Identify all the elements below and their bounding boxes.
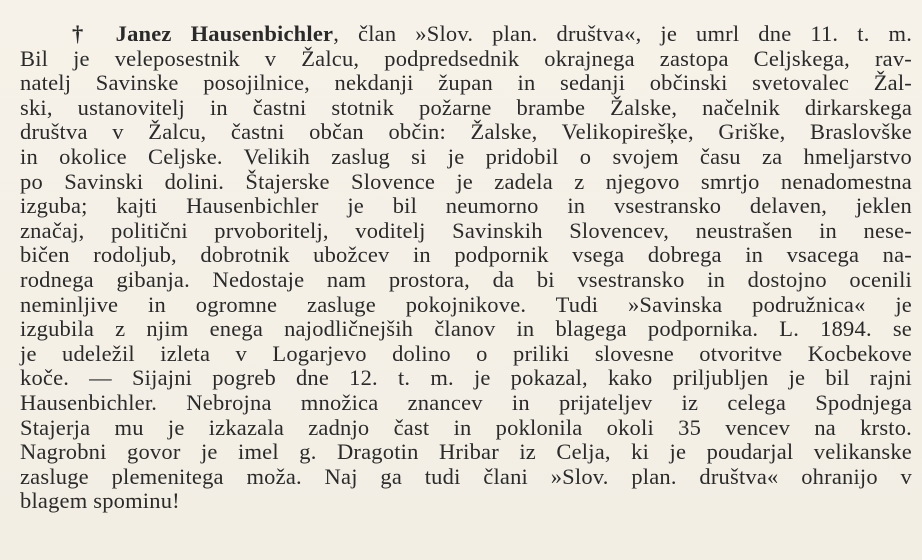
text-line: po Savinski dolini. Štajerske Slovence je zadela z njegovo smrtjo nenadomestna xyxy=(20,168,912,194)
text-line: Stajerja mu je izkazala zadnjo čast in poklonila okoli 35 vencev na krsto. xyxy=(20,414,912,440)
text-line: izgubila z njim enega najodličnejših članov in blagega podpornika. L. 1894. se xyxy=(20,316,912,342)
line-text: , član »Slov. plan. društva«, je umrl dne 11. t. m. xyxy=(333,21,913,46)
text-line: blagem spominu! xyxy=(20,488,180,514)
text-line: bičen rodoljub, dobrotnik ubožcev in podpornik vsega dobrega in vsacega na- xyxy=(20,242,912,268)
text-line: društva v Žalcu, častni občan občin: Žalske, Velikopirešķe, Griške, Braslovške xyxy=(20,119,912,145)
deceased-name: Janez Hausenbichler xyxy=(115,21,334,46)
text-line: ski, ustanovitelj in častni stotnik požarne brambe Žalske, načelnik dirkarskega xyxy=(20,94,912,120)
text-line: Nagrobni govor je imel g. Dragotin Hribar iz Celja, ki je poudarjal velikanske xyxy=(20,439,912,465)
text-line: značaj, politični prvoboritelj, voditelj Savinskih Slovencev, neustrašen in nese- xyxy=(20,217,912,243)
text-line: neminljive in ogromne zasluge pokojnikove. Tudi »Savinska podružnica« je xyxy=(20,291,912,317)
text-line: rodnega gibanja. Nedostaje nam prostora, da bi vsestransko in dostojno ocenili xyxy=(20,266,912,292)
text-line: in okolice Celjske. Velikih zaslug si je pridobil o svojem času za hmeljarstvo xyxy=(20,143,912,169)
text-line: koče. — Sijajni pogreb dne 12. t. m. je pokazal, kako priljubljen je bil rajni xyxy=(20,365,912,391)
text-line: je udeležil izleta v Logarjevo dolino o priliki slovesne otvoritve Kocbekove xyxy=(20,340,912,366)
text-line: Bil je veleposestnik v Žalcu, podpredsednik okrajnega zastopa Celjskega, rav- xyxy=(20,45,912,71)
text-line xyxy=(20,22,912,47)
text-line: natelj Savinske posojilnice, nekdanji župan in sedanji občinski svetovalec Žal- xyxy=(20,70,912,96)
text-line: izguba; kajti Hausenbichler je bil neumorno in vsestransko delaven, jeklen xyxy=(20,193,912,219)
text-line: zasluge plemenitega moža. Naj ga tudi člani »Slov. plan. društva« ohranijo v xyxy=(20,463,912,489)
text-line: Hausenbichler. Nebrojna množica znancev in prijateljev iz celega Spodnjega xyxy=(20,389,912,415)
dagger-mark: † xyxy=(72,21,97,46)
obituary-text xyxy=(20,22,912,514)
